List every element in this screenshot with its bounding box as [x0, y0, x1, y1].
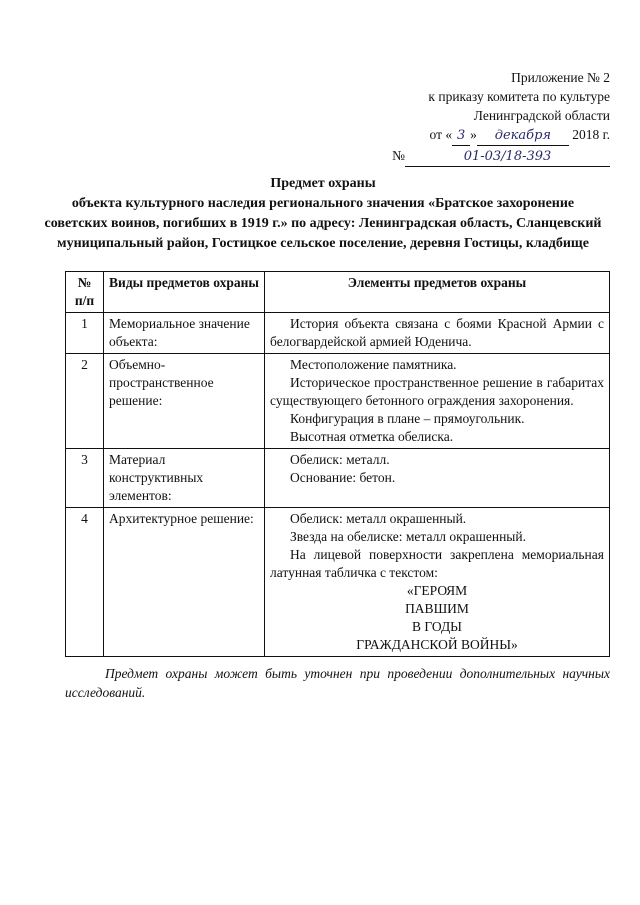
- element-text: Местоположение памятника.: [290, 357, 457, 372]
- row-kind: Материал конструктивных элементов:: [104, 449, 265, 508]
- element-text: Звезда на обелиске: металл окрашенный.: [290, 529, 526, 544]
- header-kind: Виды предметов охраны: [104, 272, 265, 313]
- table-header-row: [66, 272, 610, 313]
- element-text: Обелиск: металл окрашенный.: [290, 511, 467, 526]
- row-kind: Архитектурное решение:: [104, 508, 265, 657]
- plaque-line: ПАВШИМ: [405, 601, 469, 616]
- order-number: 01-03/18-393: [405, 147, 610, 167]
- appendix-region: Ленинградской области: [473, 108, 610, 123]
- appendix-header: [370, 68, 610, 167]
- date-day: 3: [452, 126, 470, 146]
- row-elements: [265, 313, 610, 354]
- plaque-line: В ГОДЫ: [412, 619, 462, 634]
- appendix-order-ref: к приказу комитета по культуре: [428, 89, 610, 104]
- row-elements: [265, 508, 610, 657]
- table-row: [66, 449, 610, 508]
- appendix-date: от « 3 » декабря 2018 г.: [370, 125, 610, 146]
- row-number: 4: [66, 508, 104, 657]
- title-heading: Предмет охраны: [270, 176, 376, 191]
- table-row: [66, 354, 610, 449]
- header-elements: Элементы предметов охраны: [265, 272, 610, 313]
- element-text: Конфигурация в плане – прямоугольник.: [290, 411, 525, 426]
- element-text: Обелиск: металл.: [290, 452, 390, 467]
- row-kind: Мемориальное значение объекта:: [104, 313, 265, 354]
- row-elements: [265, 354, 610, 449]
- element-text: Основание: бетон.: [290, 470, 396, 485]
- appendix-title: Приложение № 2: [511, 70, 610, 85]
- protection-items-table: [65, 271, 610, 657]
- element-text: Высотная отметка обелиска.: [290, 429, 454, 444]
- row-number: 3: [66, 449, 104, 508]
- table-row: [66, 313, 610, 354]
- document-title: [40, 174, 606, 254]
- element-text: На лицевой поверхности закреплена мемориальная латунная табличка с текстом:: [270, 547, 604, 580]
- footnote-text: Предмет охраны может быть уточнен при проведении дополнительных научных исследований.: [65, 666, 610, 700]
- plaque-line: ГРАЖДАНСКОЙ ВОЙНЫ»: [356, 637, 518, 652]
- row-kind: Объемно-пространственное решение:: [104, 354, 265, 449]
- element-text: История объекта связана с боями Красной Армии с белогвардейской армией Юденича.: [270, 316, 604, 349]
- row-elements: [265, 449, 610, 508]
- title-object-description: объекта культурного наследия регионального значения «Братское захоронение советских воинов, погибших в 1919 г.» по адресу: Ленинградская область, Сланцевский муниципальный район, Гостицкое сельское поселение, деревня Гостицы, кладбище: [44, 196, 602, 251]
- table-row: [66, 508, 610, 657]
- header-number: № п/п: [66, 272, 104, 313]
- plaque-line: «ГЕРОЯМ: [406, 583, 468, 598]
- element-text: Историческое пространственное решение в габаритах существующего бетонного ограждения захоронения.: [270, 375, 604, 408]
- date-month: декабря: [477, 126, 569, 146]
- row-number: 1: [66, 313, 104, 354]
- appendix-number: № 01-03/18-393: [370, 146, 610, 167]
- row-number: 2: [66, 354, 104, 449]
